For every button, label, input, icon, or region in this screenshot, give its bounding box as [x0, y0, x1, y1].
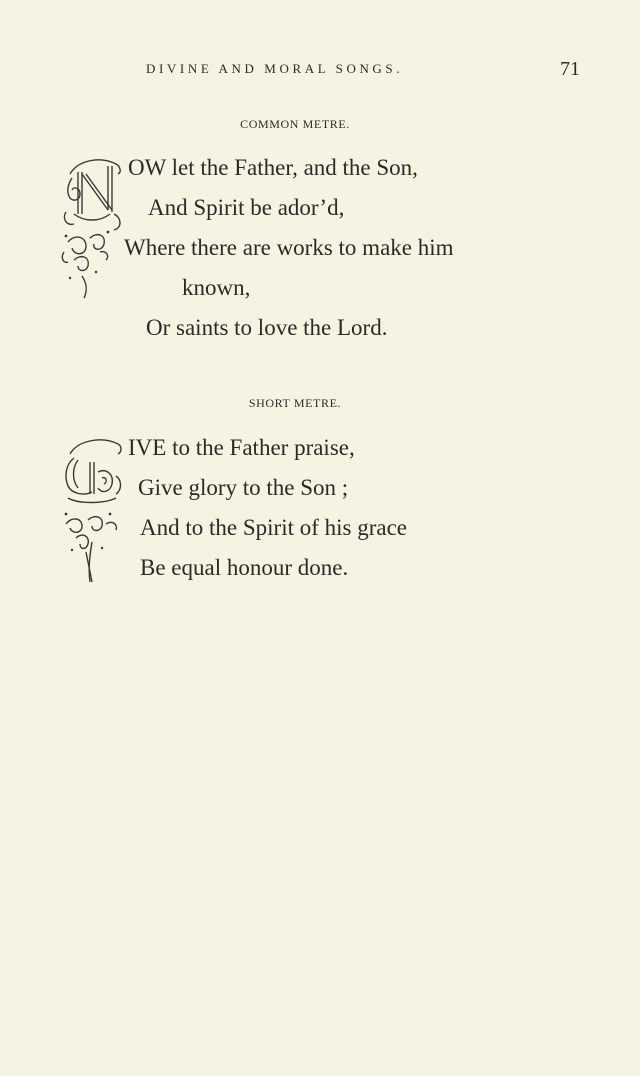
verse-line: Where there are works to make him [124, 235, 454, 260]
verse-line: And to the Spirit of his grace [140, 515, 408, 540]
verse-line: known, [182, 275, 251, 300]
ornamental-initial-g [60, 432, 126, 582]
page-number: 71 [560, 58, 580, 80]
short-metre-heading: SHORT METRE. [248, 396, 342, 410]
verse-line: IVE to the Father praise, [128, 435, 355, 460]
ornamental-initial-n [60, 152, 126, 302]
running-title: DIVINE AND MORAL SONGS. [146, 61, 404, 76]
verse-line: OW let the Father, and the Son, [128, 155, 418, 180]
verse-line: And Spirit be ador’d, [148, 195, 345, 220]
verse-line: Give glory to the Son ; [138, 475, 349, 500]
ornamental-initial-n-graphic [60, 152, 126, 302]
running-head [0, 58, 640, 80]
verse-line: Be equal honour done. [140, 555, 349, 580]
common-metre-heading: COMMON METRE. [240, 117, 350, 131]
verse-line: Or saints to love the Lord. [146, 315, 388, 340]
ornamental-initial-g-graphic [60, 432, 126, 582]
